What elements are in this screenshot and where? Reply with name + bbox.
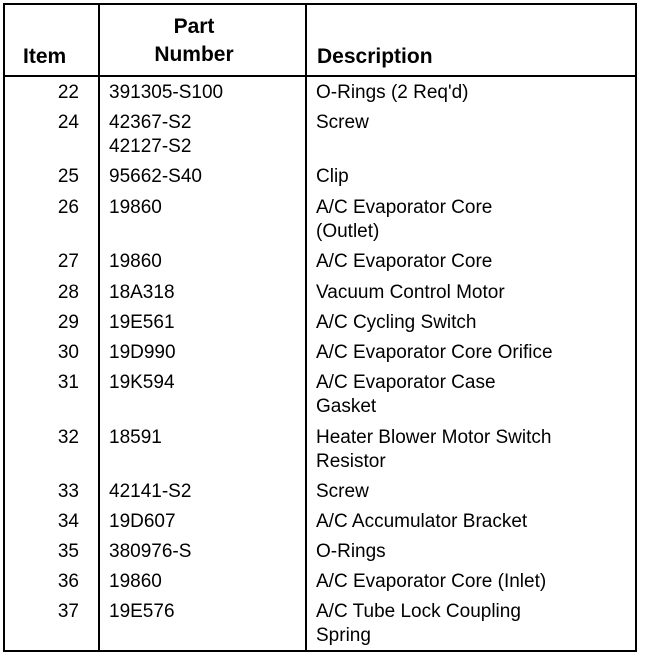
cell-description: Screw (316, 112, 369, 133)
cell-description: Screw (316, 481, 369, 502)
cell-item: 30 (57, 342, 79, 363)
cell-description: A/C Tube Lock Coupling Spring (316, 601, 521, 646)
cell-part-number: 19D990 (109, 342, 176, 363)
cell-part-number: 18A318 (109, 282, 175, 303)
cell-description: O-Rings (2 Req'd) (316, 82, 469, 103)
cell-description: A/C Evaporator Case Gasket (316, 372, 496, 417)
cell-part-number: 19K594 (109, 372, 175, 393)
column-divider (98, 5, 100, 650)
cell-description: A/C Evaporator Core Orifice (316, 342, 553, 363)
cell-description: A/C Evaporator Core (Inlet) (316, 571, 547, 592)
cell-item: 32 (57, 427, 79, 448)
cell-part-number: 380976-S (109, 541, 192, 562)
cell-item: 27 (57, 251, 79, 272)
header-divider (5, 75, 635, 77)
cell-description: Clip (316, 166, 349, 187)
cell-part-number: 42367-S2 42127-S2 (109, 112, 192, 157)
header-description: Description (317, 45, 433, 68)
cell-part-number: 19860 (109, 251, 162, 272)
cell-description: A/C Cycling Switch (316, 312, 477, 333)
cell-item: 36 (57, 571, 79, 592)
cell-item: 37 (57, 601, 79, 622)
cell-item: 24 (57, 112, 79, 133)
cell-part-number: 19860 (109, 571, 162, 592)
cell-description: A/C Evaporator Core (316, 251, 493, 272)
cell-item: 22 (57, 82, 79, 103)
cell-part-number: 19E561 (109, 312, 175, 333)
header-item: Item (23, 45, 67, 68)
cell-part-number: 19E576 (109, 601, 175, 622)
column-divider (305, 5, 307, 650)
cell-part-number: 391305-S100 (109, 82, 224, 103)
cell-description: A/C Accumulator Bracket (316, 511, 528, 532)
cell-description: A/C Evaporator Core (Outlet) (316, 197, 493, 242)
cell-part-number: 18591 (109, 427, 162, 448)
cell-description: Vacuum Control Motor (316, 282, 505, 303)
cell-part-number: 42141-S2 (109, 481, 192, 502)
cell-part-number: 19860 (109, 197, 162, 218)
cell-description: Heater Blower Motor Switch Resistor (316, 427, 552, 472)
cell-item: 25 (57, 166, 79, 187)
cell-item: 28 (57, 282, 79, 303)
cell-item: 35 (57, 541, 79, 562)
cell-item: 31 (57, 372, 79, 393)
cell-item: 26 (57, 197, 79, 218)
cell-description: O-Rings (316, 541, 386, 562)
cell-item: 33 (57, 481, 79, 502)
header-part-number: Part Number (154, 15, 234, 66)
cell-part-number: 95662-S40 (109, 166, 202, 187)
cell-part-number: 19D607 (109, 511, 176, 532)
cell-item: 29 (57, 312, 79, 333)
cell-item: 34 (57, 511, 79, 532)
parts-table (3, 3, 637, 652)
